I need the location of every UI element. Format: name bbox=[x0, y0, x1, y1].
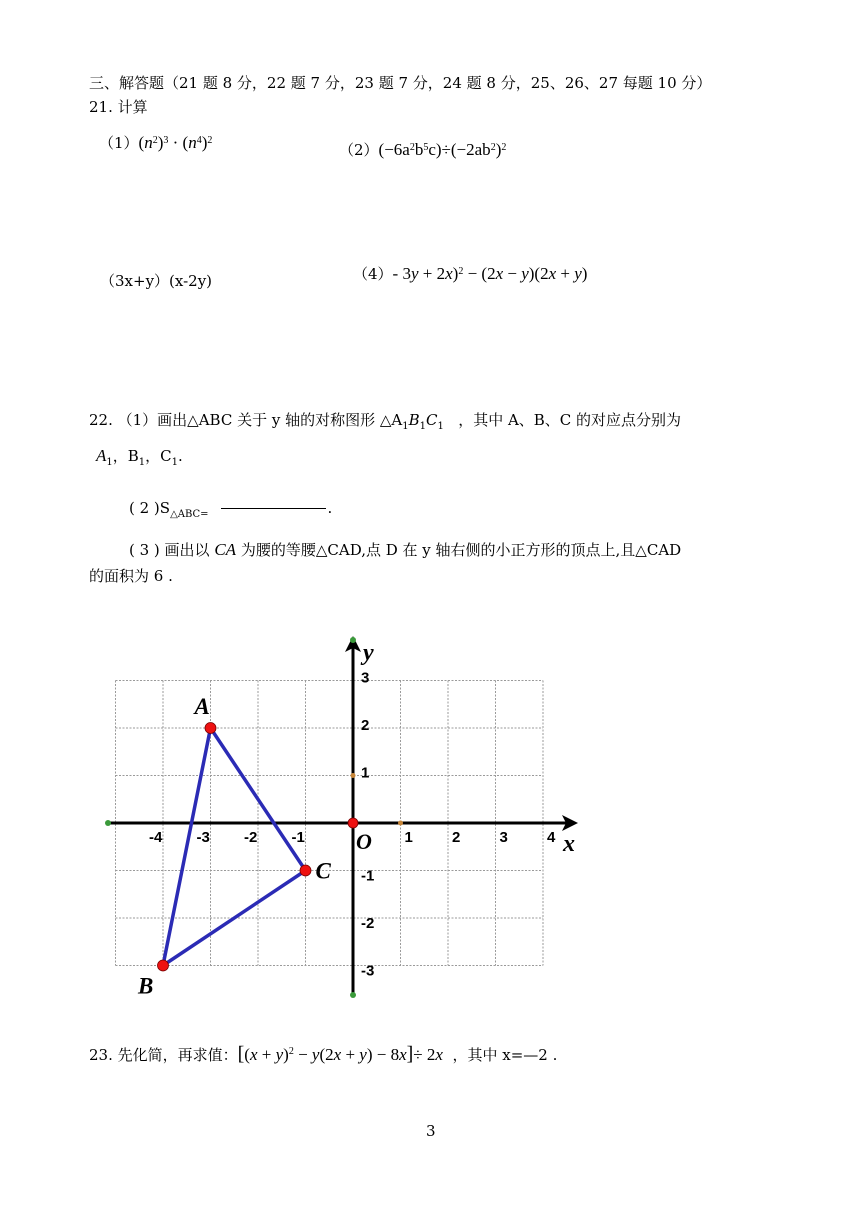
q21-title: 21. 计算 bbox=[89, 98, 148, 116]
q21-part4 bbox=[353, 264, 587, 284]
point-label-a: A bbox=[194, 694, 210, 719]
page-number: 3 bbox=[426, 1122, 436, 1140]
x-tick-label: 2 bbox=[452, 829, 461, 846]
point-c bbox=[300, 865, 311, 876]
x-tick-label: -4 bbox=[149, 829, 163, 846]
point-label-c: C bbox=[315, 858, 331, 884]
point-label-b: B bbox=[138, 973, 154, 999]
q23: 23. 先化简，再求值：$[(x + y)^2 - y(2x + y) - 8x]\div 2x$ ，其中 x=—2 . bbox=[89, 1043, 558, 1065]
section-header: 三、解答题（21 题 8 分，22 题 7 分，23 题 7 分，24 题 8 分，25、26、27 每题 10 分） bbox=[89, 74, 712, 92]
y-tick-label: 2 bbox=[361, 717, 370, 734]
q21-part2-label: （2） bbox=[339, 141, 379, 159]
y-axis-label: y bbox=[363, 640, 374, 666]
q21-part4-expr: - 3y + 2x)$^2$ − (2x − y)(2x + y) bbox=[392, 264, 588, 283]
y-tick-label: 1 bbox=[361, 764, 370, 782]
q21-part3-text: （3x+y）(x-2y) bbox=[100, 272, 213, 290]
q21-part1-expr: $(n^2)^3 \cdot (n^4)^2$ bbox=[138, 133, 213, 152]
x-tick-label: 1 bbox=[404, 829, 413, 846]
y-tick-label: -2 bbox=[361, 915, 375, 932]
q21-part4-label: （4） bbox=[353, 265, 393, 283]
q21-part1-label: （1） bbox=[99, 134, 139, 152]
y-tick-label: -3 bbox=[361, 962, 375, 980]
x-tick-label: -1 bbox=[291, 829, 305, 846]
point-b bbox=[158, 960, 169, 971]
unit-marker-y bbox=[351, 773, 356, 778]
q22-part1-line2: $A_1$，$B_1$，$C_1$. bbox=[96, 446, 183, 468]
origin-point bbox=[348, 818, 358, 828]
q21-part2-expr: $(-6a^2b^5c)\div(-2ab^2)^2$ bbox=[378, 140, 507, 159]
q21-part3 bbox=[100, 271, 212, 291]
y-tick-label: -1 bbox=[361, 867, 375, 885]
axis-end-dot bbox=[105, 820, 111, 826]
x-tick-label: -2 bbox=[244, 829, 258, 846]
origin-label: O bbox=[356, 829, 372, 854]
triangle-abc bbox=[163, 728, 306, 966]
q22-part3-line2: 的面积为 6 . bbox=[89, 567, 173, 585]
q22-part3: ( 3 ) 画出以 CA 为腰的等腰△CAD,点 D 在 y 轴右侧的小正方形的顶点上,且△CAD bbox=[129, 540, 682, 559]
q21-part1 bbox=[99, 133, 212, 153]
x-tick-label: 4 bbox=[547, 829, 556, 846]
x-tick-label: -3 bbox=[196, 829, 210, 846]
q22-part2: ( 2 )$S_{\triangle ABC=}$ . bbox=[129, 499, 333, 520]
answer-blank[interactable] bbox=[221, 508, 326, 509]
point-a bbox=[205, 723, 216, 734]
unit-marker-x bbox=[398, 821, 403, 826]
x-tick-label: 3 bbox=[499, 829, 508, 846]
axis-end-dot bbox=[350, 992, 356, 998]
q23-expr: $[(x + y)^2 - y(2x + y) - 8x]\div 2x$ bbox=[237, 1043, 443, 1065]
axis-end-dot bbox=[350, 637, 356, 643]
q21-part2 bbox=[339, 140, 506, 160]
coordinate-graph bbox=[100, 630, 600, 1010]
q22-part1: 22. （1）画出△ABC 关于 y 轴的对称图形 $\triangle A_1B_1C_1$ ，其中 A、B、C 的对应点分别为 bbox=[89, 411, 682, 432]
x-axis-label: x bbox=[563, 831, 575, 857]
y-tick-label: 3 bbox=[361, 669, 370, 687]
